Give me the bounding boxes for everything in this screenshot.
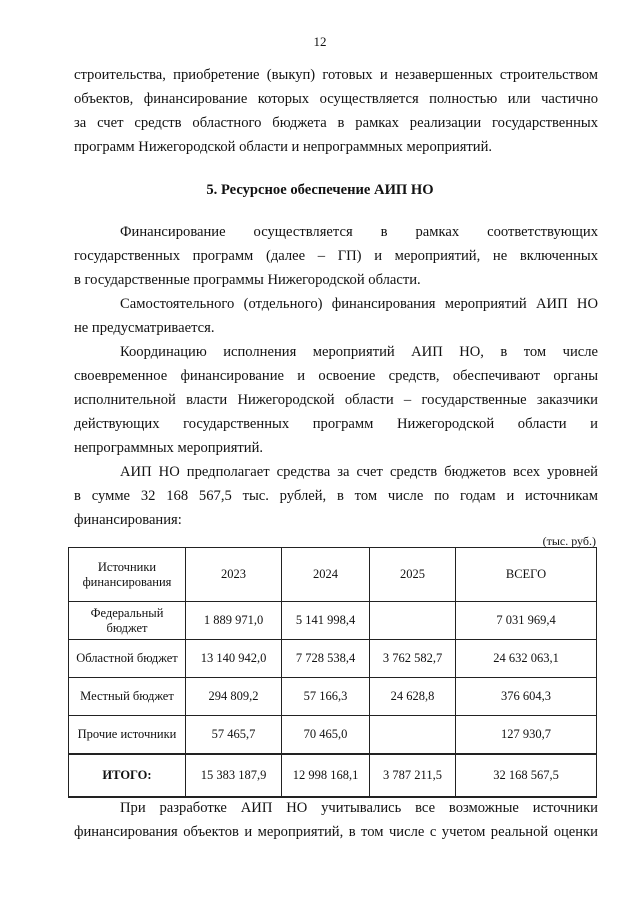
cell-total: 7 031 969,4	[456, 602, 597, 640]
text-line: своевременное финансирование и освоение средств, обеспечивают органы	[74, 368, 598, 384]
cell-total: 32 168 567,5	[456, 754, 597, 797]
row-source: Прочие источники	[69, 716, 186, 755]
cell-value	[370, 716, 456, 755]
text-line: финансирования объектов и мероприятий, в том числе с учетом реальной оценки	[74, 824, 598, 840]
text-line: государственных программ (далее – ГП) и мероприятий, не включенных	[74, 248, 598, 264]
text-line: действующих государственных программ Нижегородской области и	[74, 416, 598, 432]
cell-value: 57 465,7	[186, 716, 282, 755]
table-row	[69, 716, 597, 755]
cell-value: 3 762 582,7	[370, 640, 456, 678]
header-year: 2024	[282, 548, 370, 602]
text-line: не предусматривается.	[74, 320, 215, 336]
cell-value: 15 383 187,9	[186, 754, 282, 797]
cell-value: 294 809,2	[186, 678, 282, 716]
table-total-row	[69, 754, 597, 797]
cell-value	[370, 602, 456, 640]
row-source: Областной бюджет	[69, 640, 186, 678]
cell-value: 12 998 168,1	[282, 754, 370, 797]
text-line: Финансирование осуществляется в рамках соответствующих	[120, 224, 598, 240]
section-heading: 5. Ресурсное обеспечение АИП НО	[206, 182, 434, 198]
paragraph-funding-volume	[74, 460, 598, 532]
text-line: исполнительной власти Нижегородской области – государственные заказчики	[74, 392, 598, 408]
text-line: программ Нижегородской области и непрограммных мероприятий.	[74, 139, 493, 155]
paragraph-coordination	[74, 340, 598, 460]
cell-total: 127 930,7	[456, 716, 597, 755]
text-line: в государственные программы Нижегородской области.	[74, 272, 421, 288]
text-line: непрограммных мероприятий.	[74, 440, 264, 456]
paragraph-independent-financing	[74, 292, 598, 340]
cell-total: 376 604,3	[456, 678, 597, 716]
paragraph-development	[74, 796, 598, 844]
header-year: 2023	[186, 548, 282, 602]
cell-value: 70 465,0	[282, 716, 370, 755]
cell-value: 5 141 998,4	[282, 602, 370, 640]
financing-table	[68, 547, 597, 798]
table-units: (тыс. руб.)	[542, 534, 596, 548]
table-row	[69, 602, 597, 640]
text-line: за счет средств областного бюджета в рамках реализации государственных	[74, 115, 598, 131]
page-number: 12	[313, 34, 327, 49]
table-row	[69, 640, 597, 678]
text-line: строительства, приобретение (выкуп) готовых и незавершенных строительством	[74, 67, 598, 83]
header-source: Источники финансирования	[69, 548, 186, 602]
table-row	[69, 678, 597, 716]
cell-value: 1 889 971,0	[186, 602, 282, 640]
cell-value: 24 628,8	[370, 678, 456, 716]
cell-value: 13 140 942,0	[186, 640, 282, 678]
row-source: Местный бюджет	[69, 678, 186, 716]
paragraph-financing	[74, 220, 598, 292]
text-line: в сумме 32 168 567,5 тыс. рублей, в том числе по годам и источникам	[74, 488, 598, 504]
text-line: При разработке АИП НО учитывались все возможные источники	[120, 800, 598, 816]
text-line: Координацию исполнения мероприятий АИП НО, в том числе	[120, 344, 598, 360]
row-source-total: ИТОГО:	[69, 754, 186, 797]
text-line: объектов, финансирование которых осуществляется полностью или частично	[74, 91, 598, 107]
cell-total: 24 632 063,1	[456, 640, 597, 678]
paragraph-continuation	[74, 63, 598, 159]
header-year: 2025	[370, 548, 456, 602]
text-line: финансирования:	[74, 512, 182, 528]
cell-value: 57 166,3	[282, 678, 370, 716]
text-line: Самостоятельного (отдельного) финансирования мероприятий АИП НО	[120, 296, 598, 312]
table-header-row	[69, 548, 597, 602]
cell-value: 3 787 211,5	[370, 754, 456, 797]
row-source: Федеральный бюджет	[69, 602, 186, 640]
text-line: АИП НО предполагает средства за счет средств бюджетов всех уровней	[120, 464, 598, 480]
header-total: ВСЕГО	[456, 548, 597, 602]
cell-value: 7 728 538,4	[282, 640, 370, 678]
